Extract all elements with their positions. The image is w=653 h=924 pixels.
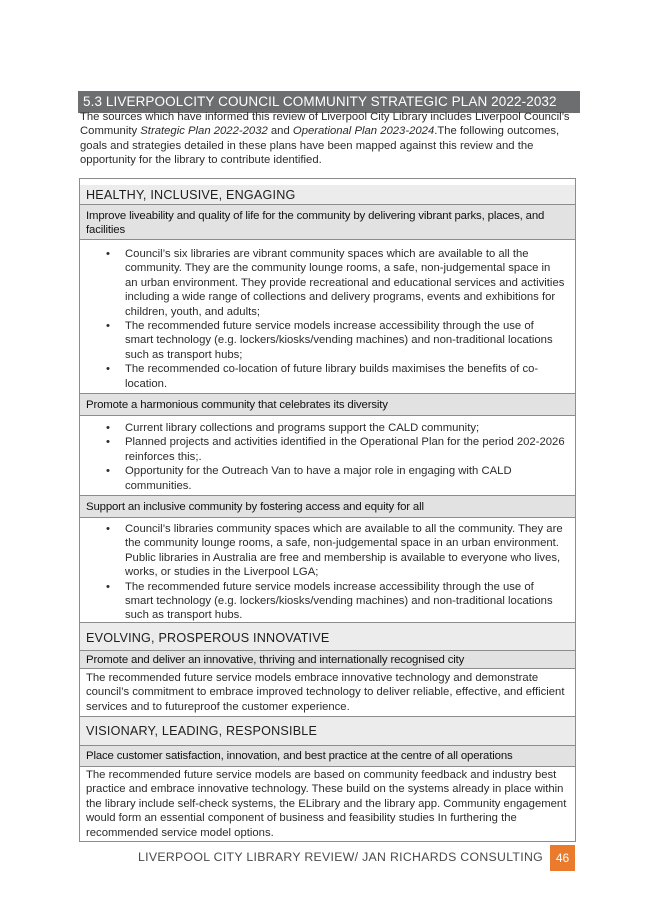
- theme-evolving-prosperous-innovative: [80, 623, 575, 651]
- goal-harmonious-community-details: [80, 416, 575, 496]
- goal-label: Promote and deliver an innovative, thriving and internationally recognised city: [86, 654, 465, 666]
- bullet-list: [86, 247, 569, 391]
- list-item: • Planned projects and activities identified in the Operational Plan for the period 202-2026 reinforces this;.: [86, 435, 569, 464]
- footer-title: LIVERPOOL CITY LIBRARY REVIEW/ JAN RICHARDS CONSULTING: [137, 850, 543, 864]
- list-item: • The recommended future service models increase accessibility through the use of smart technology (e.g. lockers/kiosks/vending machines) and non-traditional locations such as transport hubs.: [86, 580, 569, 623]
- goal-label: Place customer satisfaction, innovation, and best practice at the centre of all operations: [86, 750, 513, 762]
- bullet-list: [86, 421, 569, 493]
- goal-label: Promote a harmonious community that celebrates its diversity: [86, 399, 388, 411]
- goal-inclusive-community: [80, 496, 575, 518]
- goal-description: The recommended future service models are based on community feedback and industry best practice and embrace innovative technology. These build on the systems already in place within the library include self-check systems, the ELibrary and the library app. Community engagement would form an essential component of business and feasibility studies In furthering the recommended service model options.: [86, 769, 567, 839]
- strategy-table: [79, 178, 576, 842]
- goal-innovative-city-details: [80, 669, 575, 717]
- intro-operational-plan: Operational Plan 2023-2024: [292, 125, 435, 138]
- intro-text-3: .The following outcomes, goals and strategies detailed in these plans have been mapped against this review and the opportunity for the library to contribute identified.: [80, 125, 560, 167]
- intro-paragraph: [80, 110, 578, 168]
- page-footer: [0, 845, 653, 871]
- intro-text-2: and: [267, 125, 293, 138]
- section-heading: 5.3 LIVERPOOLCITY COUNCIL COMMUNITY STRATEGIC PLAN 2022-2032: [78, 91, 580, 113]
- intro-strategic-plan: Strategic Plan 2022-2032: [140, 125, 268, 138]
- theme-label: VISIONARY, LEADING, RESPONSIBLE: [86, 724, 318, 738]
- theme-visionary-leading-responsible: [80, 717, 575, 746]
- goal-inclusive-community-details: [80, 518, 575, 623]
- theme-label: HEALTHY, INCLUSIVE, ENGAGING: [86, 188, 296, 202]
- intro-text-1: The sources which have informed this review of Liverpool City Library includes Liverpool Council’s Community: [80, 111, 570, 138]
- theme-healthy-inclusive-engaging: [80, 185, 575, 205]
- goal-liveability-details: [80, 240, 575, 394]
- goal-description: The recommended future service models embrace innovative technology and demonstrate council’s commitment to embrace improved technology to deliver reliable, effective, and efficient services and to futureproof the customer experience.: [86, 672, 565, 713]
- bullet-list: [86, 522, 569, 623]
- goal-harmonious-community: [80, 394, 575, 416]
- goal-label: Improve liveability and quality of life for the community by delivering vibrant parks, places, and facilities: [86, 210, 545, 237]
- list-item: • Council’s libraries community spaces which are available to all the community. They are the community lounge rooms, a safe, non-judgemental space in an urban environment. Public libraries in Australia are free and membership is available to everyone who lives, works, or studies in the Liverpool LGA;: [86, 522, 569, 580]
- list-item: • Council’s six libraries are vibrant community spaces which are available to all the community. They are the community lounge rooms, a safe, non-judgemental space in an urban environment. They provide recreational and educational services and activities including a wide range of collections and delivery programs, events and exhibitions for children, youth, and adults;: [86, 247, 569, 319]
- goal-customer-satisfaction: [80, 746, 575, 767]
- list-item: • Opportunity for the Outreach Van to have a major role in engaging with CALD communities.: [86, 464, 569, 493]
- page-number: 46: [550, 845, 575, 871]
- goal-customer-satisfaction-details: [80, 767, 575, 841]
- list-item: • Current library collections and programs support the CALD community;: [86, 421, 569, 435]
- list-item: • The recommended future service models increase accessibility through the use of smart technology (e.g. lockers/kiosks/vending machines) and non-traditional locations such as transport hubs;: [86, 319, 569, 362]
- goal-liveability: [80, 205, 575, 240]
- goal-label: Support an inclusive community by fostering access and equity for all: [86, 501, 424, 513]
- theme-label: EVOLVING, PROSPEROUS INNOVATIVE: [86, 631, 330, 645]
- goal-innovative-city: [80, 651, 575, 669]
- list-item: • The recommended co-location of future library builds maximises the benefits of co-location.: [86, 362, 569, 391]
